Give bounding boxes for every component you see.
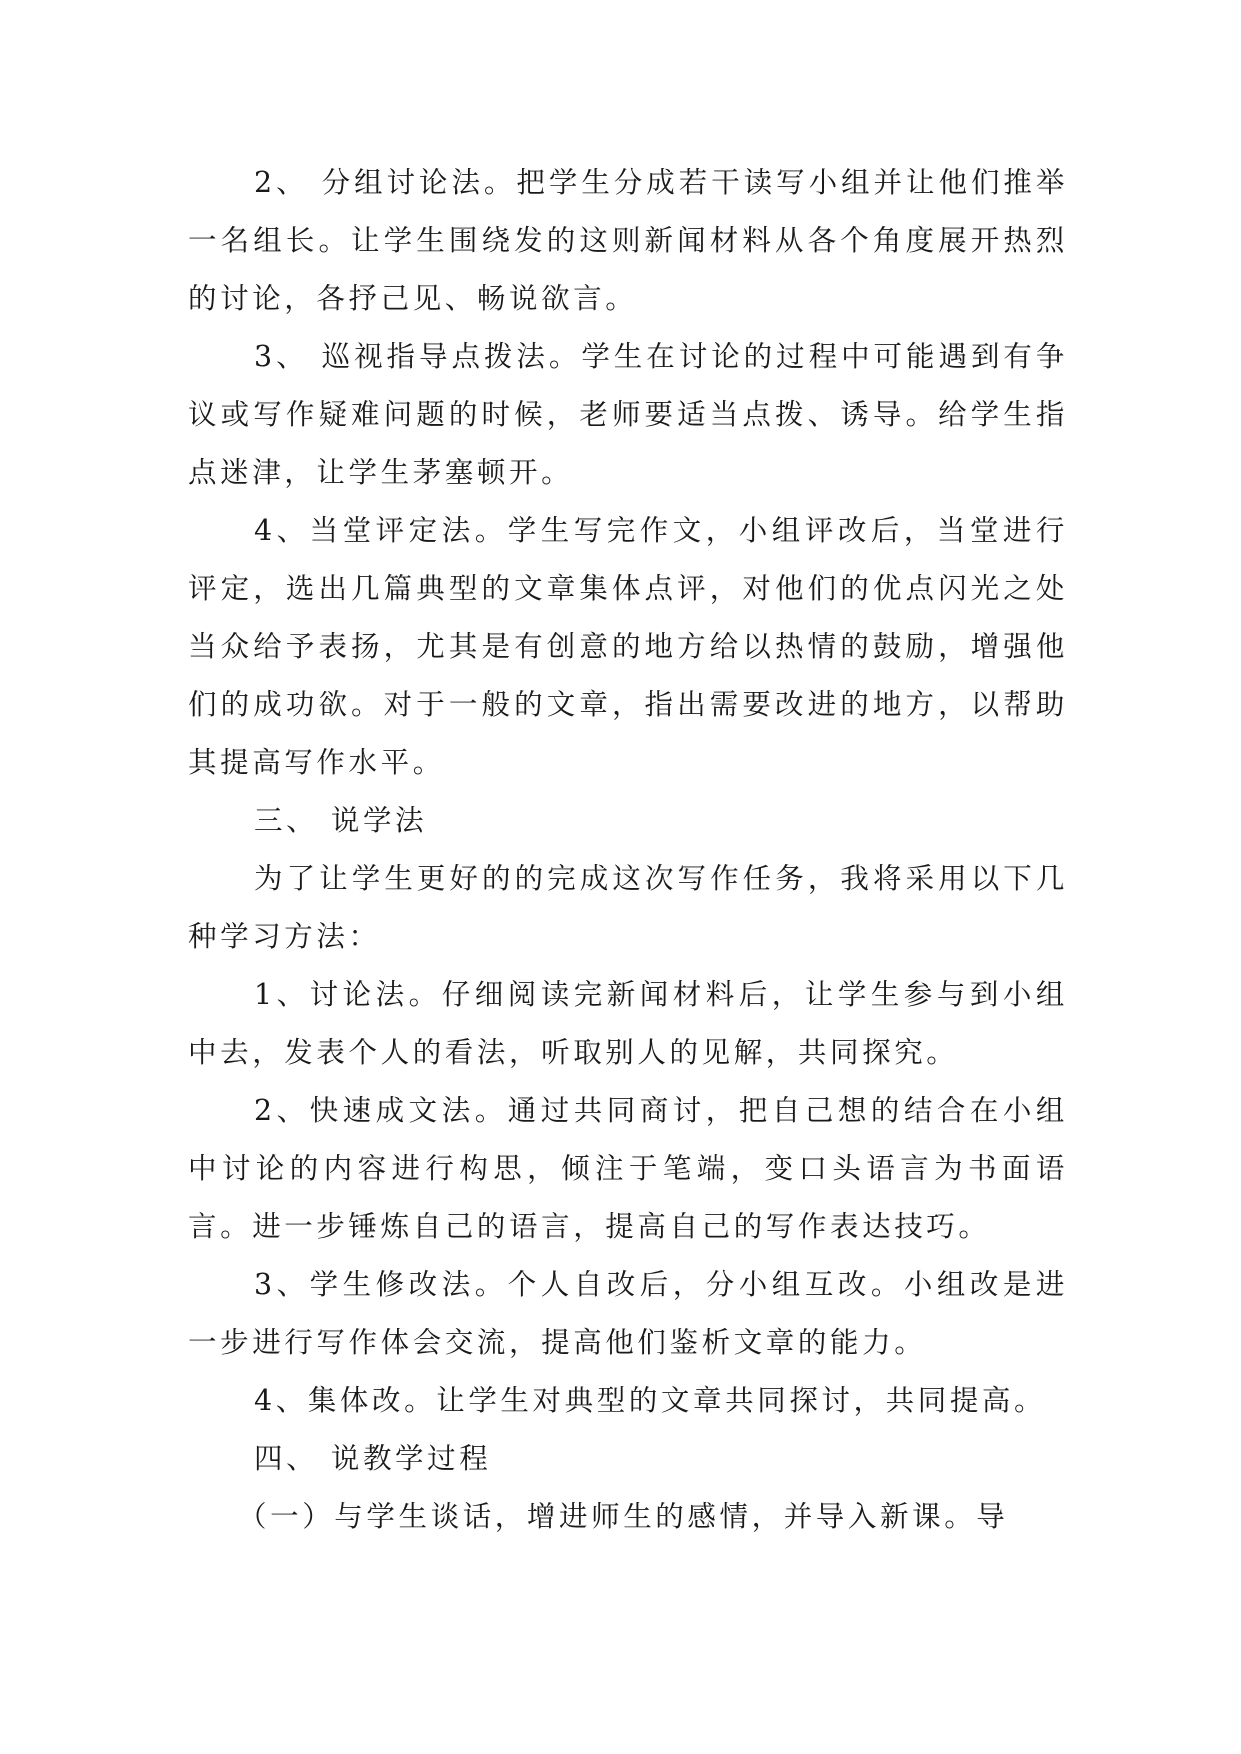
subsection-heading-conversation: （一）与学生谈话，增进师生的感情，并导入新课。导 (238, 1500, 1009, 1533)
paragraph-patrol-guidance: 3、 巡视指导点拨法。学生在讨论的过程中可能遇到有争议或写作疑难问题的时候，老师要适当点拨、诱导。给学生指点迷津，让学生茅塞顿开。 (188, 340, 1068, 489)
paragraph-in-class-evaluation: 4、当堂评定法。学生写完作文，小组评改后，当堂进行评定，选出几篇典型的文章集体点评，对他们的优点闪光之处当众给予表扬，尤其是有创意的地方给以热情的鼓励，增强他们的成功欲。对于一般的文章，指出需要改进的地方，以帮助其提高写作水平。 (188, 514, 1068, 779)
section-heading-teaching-process: 四、 说教学过程 (254, 1442, 492, 1475)
paragraph-learning-methods-intro: 为了让学生更好的的完成这次写作任务，我将采用以下几种学习方法： (188, 862, 1068, 953)
paragraph-collective-revision: 4、集体改。让学生对典型的文章共同探讨，共同提高。 (254, 1384, 1047, 1417)
paragraph-fast-writing-method: 2、快速成文法。通过共同商讨，把自己想的结合在小组中讨论的内容进行构思，倾注于笔端，变口头语言为书面语言。进一步锤炼自己的语言，提高自己的写作表达技巧。 (188, 1094, 1068, 1243)
paragraph-group-discussion: 2、 分组讨论法。把学生分成若干读写小组并让他们推举一名组长。让学生围绕发的这则新闻材料从各个角度展开热烈的讨论，各抒己见、畅说欲言。 (188, 166, 1068, 315)
document-body (188, 154, 1068, 1546)
paragraph-discussion-method: 1、讨论法。仔细阅读完新闻材料后，让学生参与到小组中去，发表个人的看法，听取别人的见解，共同探究。 (188, 978, 1068, 1069)
section-heading-learning-methods: 三、 说学法 (254, 804, 428, 837)
paragraph-student-revision-method: 3、学生修改法。个人自改后，分小组互改。小组改是进一步进行写作体会交流，提高他们鉴析文章的能力。 (188, 1268, 1068, 1359)
